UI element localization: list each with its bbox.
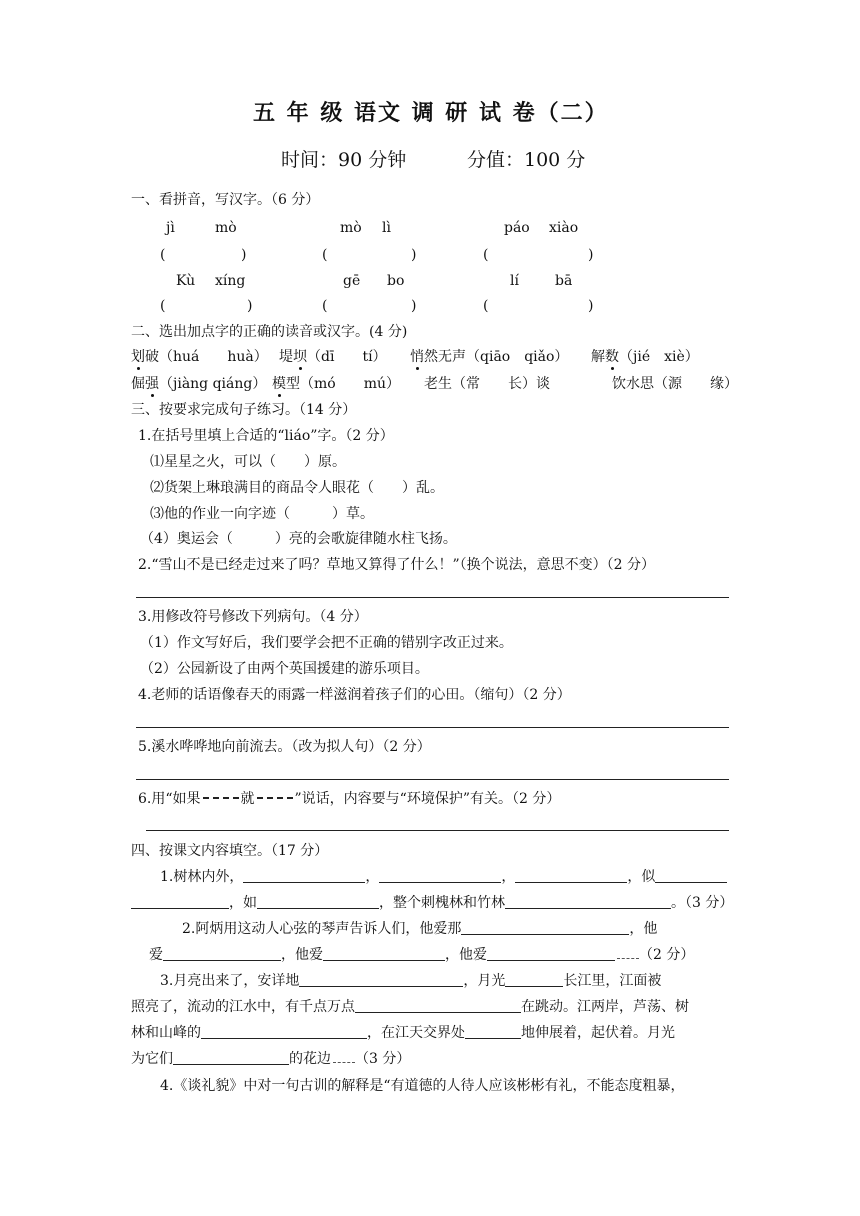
choice-item: 堤坝（dī tí）: [279, 349, 387, 365]
fill-line: ，如 ，整个刺槐林和竹林 。（3 分）: [131, 894, 733, 912]
choice-item: 模型（mó mú）: [272, 376, 400, 392]
fill-line: 照亮了，流动的江水中，有千点万点 在跳动。江两岸，芦荡、树: [131, 999, 689, 1015]
answer-paren-open: (: [322, 298, 328, 314]
answer-line[interactable]: [136, 597, 729, 598]
answer-paren-open: (: [160, 247, 166, 263]
choice-item: 解数（jié xiè）: [591, 349, 699, 365]
section3-heading: 三、按要求完成句子练习。（14 分）: [131, 402, 357, 418]
pinyin: bo: [387, 273, 405, 289]
question-item: ⑴星星之火，可以（ ）原。: [150, 454, 346, 470]
pinyin: Kù: [176, 273, 196, 289]
choice-item: 悄然无声（qiāo qiǎo）: [410, 349, 569, 365]
pinyin: gē: [343, 273, 361, 289]
answer-line[interactable]: [146, 830, 729, 831]
fill-line: 2.阿炳用这动人心弦的琴声告诉人们，他爱那 ，他: [182, 921, 658, 937]
pinyin: bā: [555, 273, 573, 289]
fill-line: 1.树林内外， ， ， ，似: [160, 868, 727, 886]
choice-item: 老生（常 长）谈: [424, 376, 550, 392]
answer-paren-open: (: [160, 298, 166, 314]
choice-item: 划破（huá huà）: [131, 349, 268, 365]
question: 2.“雪山不是已经走过来了吗？草地又算得了什么！”（换个说法，意思不变）（2 分）: [138, 557, 656, 573]
question: 4.《谈礼貌》中对一句古训的解释是“有道德的人待人应该彬彬有礼，不能态度粗暴，: [160, 1078, 685, 1094]
choice-item: 饮水思（源 缘）: [612, 376, 738, 392]
answer-paren-close: ): [247, 298, 253, 314]
section4-heading: 四、按课文内容填空。（17 分）: [131, 843, 329, 859]
pinyin: lì: [382, 220, 391, 236]
pinyin: mò: [215, 220, 237, 236]
question-item: ⑶他的作业一向字迹（ ）草。: [150, 506, 374, 522]
page-title: 五 年 级 语文 调 研 试 卷（二）: [253, 100, 609, 126]
exam-score: 分值：100 分: [467, 149, 586, 171]
question: 4.老师的话语像春天的雨露一样滋润着孩子们的心田。（缩句）（2 分）: [138, 687, 571, 703]
pinyin: jì: [166, 220, 175, 236]
pinyin: xíng: [215, 273, 246, 289]
answer-line[interactable]: [136, 779, 729, 780]
answer-line[interactable]: [136, 727, 729, 728]
question: 5.溪水哗哗地向前流去。（改为拟人句）（2 分）: [138, 739, 431, 755]
question-item: ⑵货架上琳琅满目的商品令人眼花（ ）乱。: [150, 480, 444, 496]
answer-paren-close: ): [241, 247, 247, 263]
question: 6.用“如果 就 ”说话，内容要与“环境保护”有关。（2 分）: [138, 791, 561, 807]
fill-line: 为它们 的花边 （3 分）: [131, 1051, 411, 1067]
fill-line: 爱 ，他爱 ，他爱 （2 分）: [149, 947, 695, 963]
question: 3.用修改符号修改下列病句。（4 分）: [138, 609, 368, 625]
question: 1.在括号里填上合适的“liáo”字。（2 分）: [138, 428, 394, 444]
section2-heading: 二、选出加点字的正确的读音或汉字。(4 分): [131, 324, 408, 340]
answer-paren-open: (: [322, 247, 328, 263]
choice-item: 倔强（jiàng qiáng）: [131, 376, 267, 392]
answer-paren-open: (: [483, 298, 489, 314]
fill-line: 林和山峰的 ，在江天交界处 地伸展着，起伏着。月光: [131, 1025, 675, 1041]
pinyin: páo: [504, 220, 530, 236]
exam-time: 时间：90 分钟: [281, 149, 407, 171]
pinyin: lí: [510, 273, 519, 289]
pinyin: xiào: [549, 220, 579, 236]
answer-paren-close: ): [411, 298, 417, 314]
answer-paren-open: (: [483, 247, 489, 263]
fill-line: 3.月亮出来了，安详地 ，月光 长江里，江面被: [160, 973, 662, 989]
answer-paren-close: ): [411, 247, 417, 263]
question-item: （2）公园新设了由两个英国援建的游乐项目。: [140, 661, 429, 677]
answer-paren-close: ): [588, 298, 594, 314]
answer-paren-close: ): [588, 247, 594, 263]
question-item: （1）作文写好后，我们要学会把不正确的错别字改正过来。: [140, 635, 513, 651]
pinyin: mò: [340, 220, 362, 236]
section1-heading: 一、看拼音，写汉字。（6 分）: [131, 192, 320, 208]
question-item: （4）奥运会（ ）亮的会歌旋律随水柱飞扬。: [140, 531, 457, 547]
